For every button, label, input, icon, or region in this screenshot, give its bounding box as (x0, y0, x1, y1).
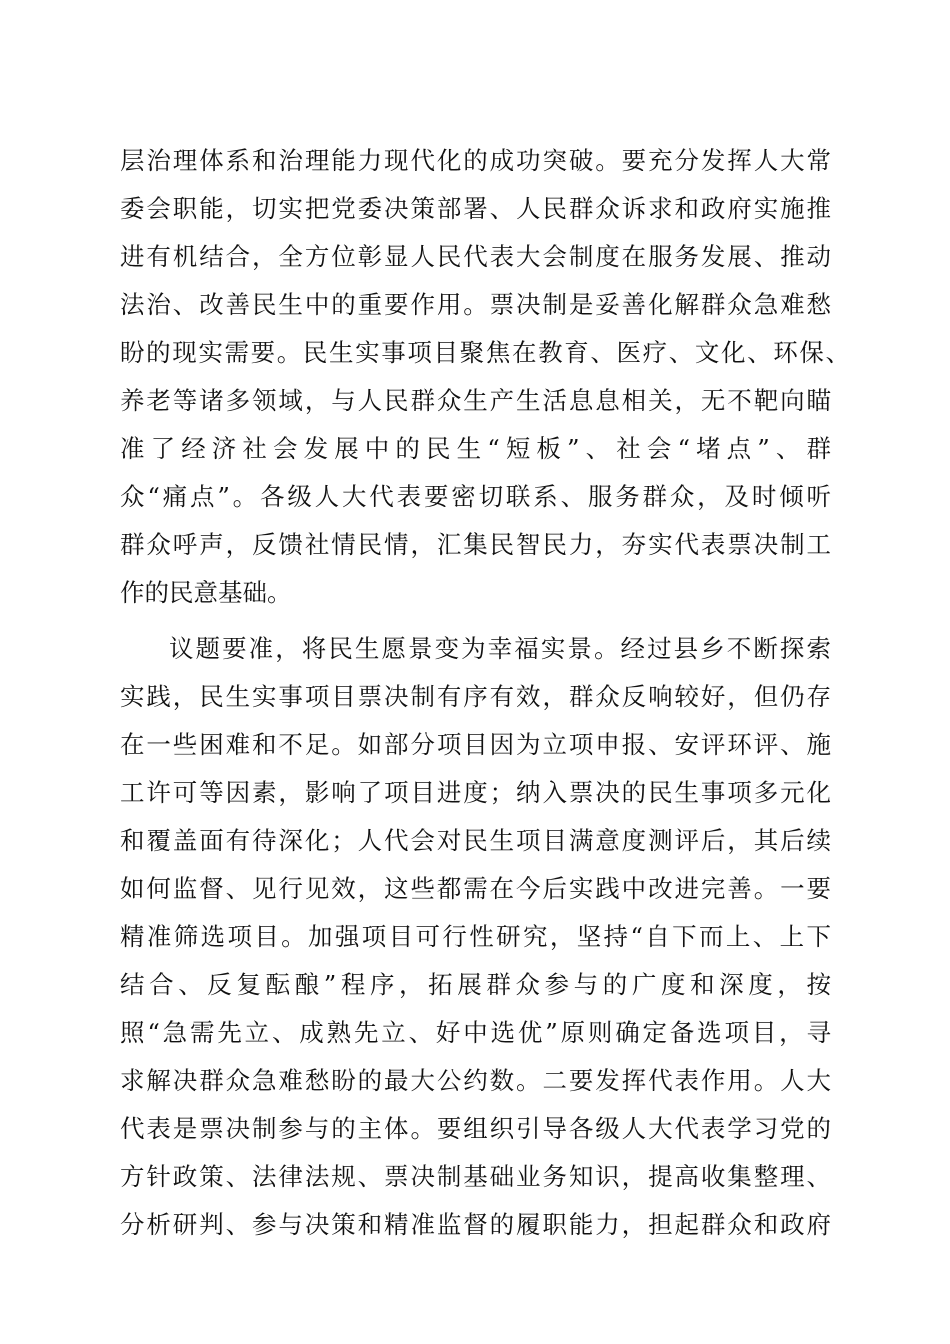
text-line: 层治理体系和治理能力现代化的成功突破。要充分发挥人大常 (120, 146, 831, 175)
text-line: 法治、改善民生中的重要作用。票决制是妥善化解群众急难愁 (120, 290, 831, 319)
text-line: 和覆盖面有待深化；人代会对民生项目满意度测评后，其后续 (120, 826, 831, 855)
text-line: 实践，民生实事项目票决制有序有效，群众反响较好，但仍存 (120, 682, 831, 711)
text-line: 结合、反复酝酿”程序，拓展群众参与的广度和深度，按 (120, 970, 831, 999)
text-line: 盼的现实需要。民生实事项目聚焦在教育、医疗、文化、环保、 (120, 338, 850, 367)
text-line: 照“急需先立、成熟先立、好中选优”原则确定备选项目，寻 (120, 1018, 831, 1047)
text-line: 精准筛选项目。加强项目可行性研究，坚持“自下而上、上下 (120, 922, 831, 951)
text-line: 进有机结合，全方位彰显人民代表大会制度在服务发展、推动 (120, 242, 831, 271)
text-line: 众“痛点”。各级人大代表要密切联系、服务群众，及时倾听 (120, 482, 831, 511)
text-line: 作的民意基础。 (120, 578, 292, 607)
text-line: 群众呼声，反馈社情民情，汇集民智民力，夯实代表票决制工 (120, 530, 831, 559)
text-line: 代表是票决制参与的主体。要组织引导各级人大代表学习党的 (120, 1114, 831, 1143)
text-line: 准了经济社会发展中的民生“短板”、社会“堵点”、群 (120, 434, 831, 463)
paragraph-first-line: 议题要准，将民生愿景变为幸福实景。经过县乡不断探索 (169, 634, 831, 663)
text-line: 委会职能，切实把党委决策部署、人民群众诉求和政府实施推 (120, 194, 831, 223)
text-line: 养老等诸多领域，与人民群众生产生活息息相关，无不靶向瞄 (120, 386, 831, 415)
text-line: 工许可等因素，影响了项目进度；纳入票决的民生事项多元化 (120, 778, 831, 807)
text-line: 方针政策、法律法规、票决制基础业务知识，提高收集整理、 (120, 1162, 831, 1191)
text-line: 分析研判、参与决策和精准监督的履职能力，担起群众和政府 (120, 1210, 831, 1239)
text-line: 如何监督、见行见效，这些都需在今后实践中改进完善。一要 (120, 874, 831, 903)
text-line: 在一些困难和不足。如部分项目因为立项申报、安评环评、施 (120, 730, 831, 759)
text-line: 求解决群众急难愁盼的最大公约数。二要发挥代表作用。人大 (120, 1066, 831, 1095)
